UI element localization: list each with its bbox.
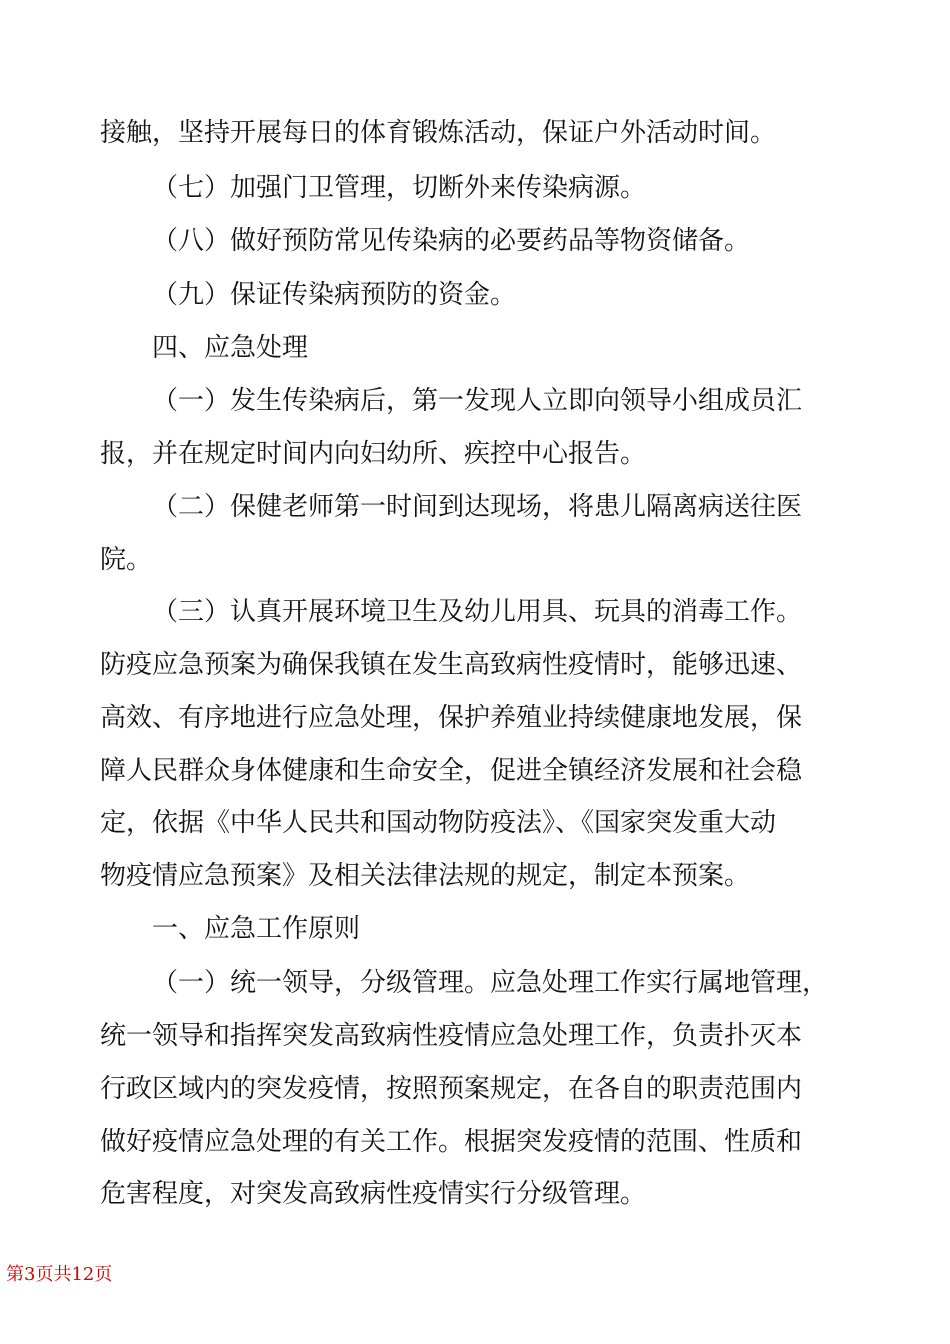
body-text-line: 行政区域内的突发疫情，按照预案规定，在各自的职责范围内	[100, 1074, 803, 1104]
list-item-3: （三）认真开展环境卫生及幼儿用具、玩具的消毒工作。	[152, 597, 803, 627]
list-item-1: （一）发生传染病后，第一发现人立即向领导小组成员汇	[152, 386, 803, 416]
body-text-line: 统一领导和指挥突发高致病性疫情应急处理工作，负责扑灭本	[100, 1021, 803, 1051]
body-text-line: 障人民群众身体健康和生命安全，促进全镇经济发展和社会稳	[100, 756, 803, 786]
list-item-7: （七）加强门卫管理，切断外来传染病源。	[152, 173, 647, 203]
body-text-line: 接触，坚持开展每日的体育锻炼活动，保证户外活动时间。	[100, 118, 777, 148]
body-text-line: 报，并在规定时间内向妇幼所、疾控中心报告。	[100, 439, 647, 469]
list-item-9: （九）保证传染病预防的资金。	[152, 280, 517, 310]
body-text-line: 院。	[100, 545, 153, 575]
list-item-1: （一）统一领导，分级管理。应急处理工作实行属地管理，	[152, 968, 829, 998]
body-text-line: 防疫应急预案为确保我镇在发生高致病性疫情时，能够迅速、	[100, 650, 803, 680]
body-text-line: 定，依据《中华人民共和国动物防疫法》、《国家突发重大动	[100, 808, 777, 838]
list-item-2: （二）保健老师第一时间到达现场，将患儿隔离病送往医	[152, 492, 803, 522]
body-text-line: 物疫情应急预案》及相关法律法规的规定，制定本预案。	[100, 861, 751, 891]
body-text-line: 危害程度，对突发高致病性疫情实行分级管理。	[100, 1179, 647, 1209]
page-indicator: 第3页共12页	[6, 1264, 113, 1285]
body-text-line: 做好疫情应急处理的有关工作。根据突发疫情的范围、性质和	[100, 1127, 803, 1157]
body-text-line: 高效、有序地进行应急处理，保护养殖业持续健康地发展，保	[100, 703, 803, 733]
section-heading-emergency-handling: 四、应急处理	[152, 333, 309, 363]
section-heading-principles: 一、应急工作原则	[152, 914, 361, 944]
list-item-8: （八）做好预防常见传染病的必要药品等物资储备。	[152, 226, 751, 256]
